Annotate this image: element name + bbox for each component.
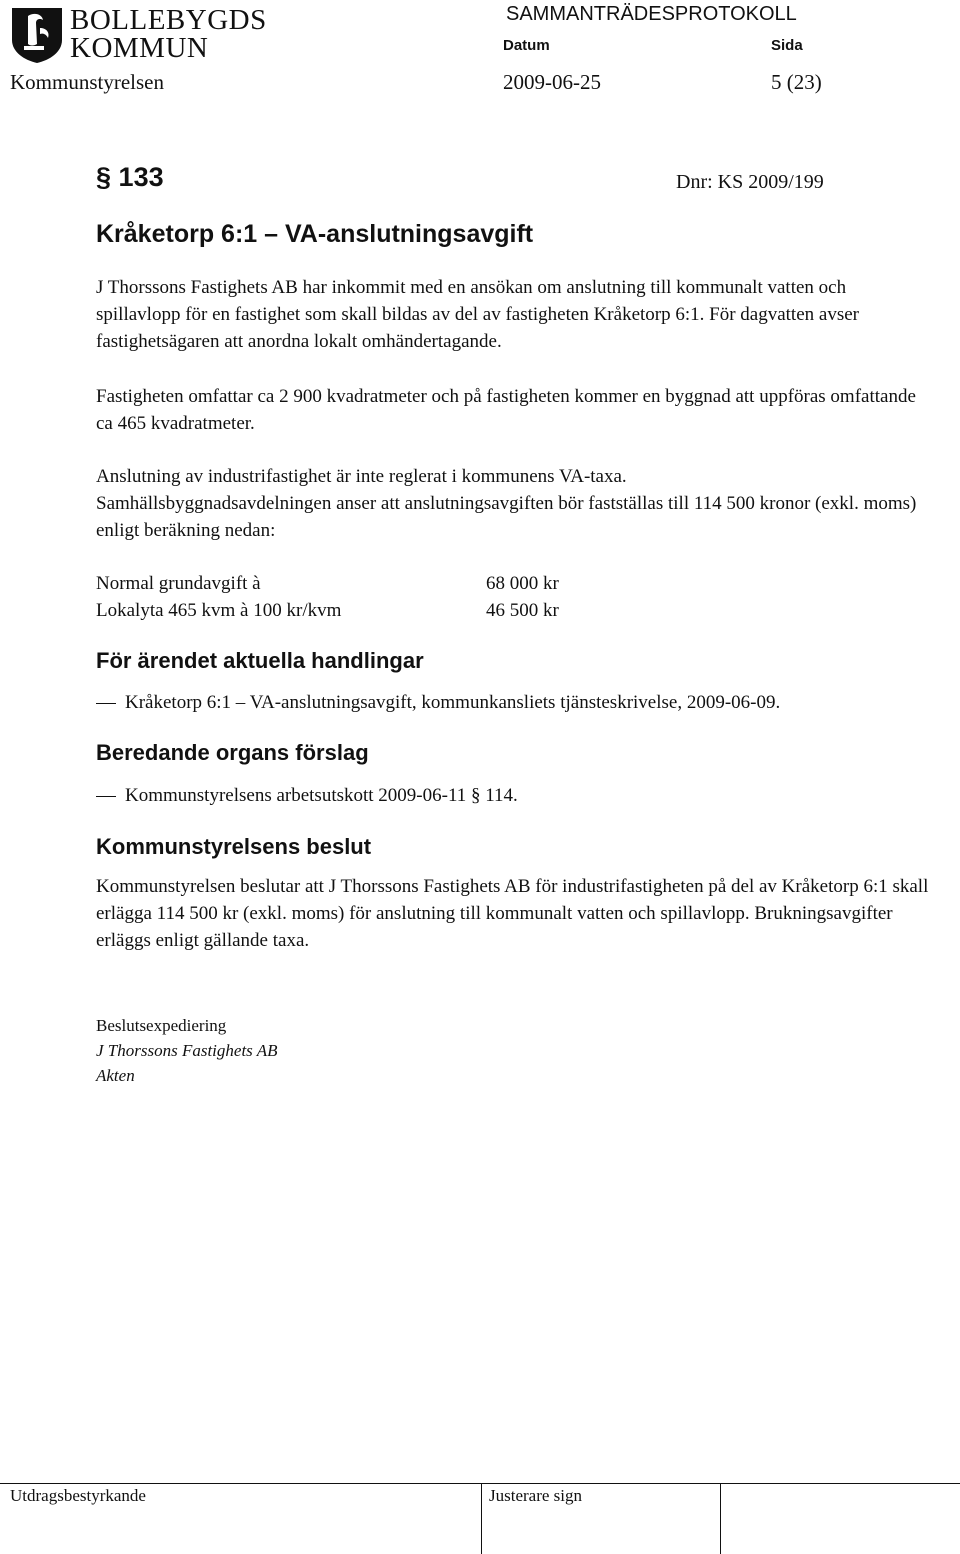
justerare-sign-label: Justerare sign [489, 1486, 583, 1505]
committee-name: Kommunstyrelsen [10, 70, 164, 94]
fee-amount: 68 000 kr [486, 573, 559, 594]
fee-amount: 46 500 kr [486, 600, 559, 621]
logo-text-line1: BOLLEBYGDS [70, 4, 267, 36]
item-title: Kråketorp 6:1 – VA-anslutningsavgift [96, 220, 534, 248]
fee-label: Lokalyta 465 kvm à 100 kr/kvm [96, 600, 342, 621]
footer-rule [0, 1483, 960, 1484]
forslag-item: Kommunstyrelsens arbetsutskott 2009-06-11 § 114. [96, 785, 518, 807]
case-number: Dnr: KS 2009/199 [676, 171, 824, 193]
utdragsbestyrkande-label: Utdragsbestyrkande [10, 1486, 146, 1505]
logo-text-line2: KOMMUN [70, 32, 209, 64]
expediering-recipient: J Thorssons Fastighets AB [96, 1041, 278, 1060]
coat-of-arms-icon [10, 6, 68, 64]
section-mark: § [96, 162, 112, 192]
expediering-label: Beslutsexpediering [96, 1016, 227, 1035]
fee-row [96, 570, 559, 597]
paragraph-property: Fastigheten omfattar ca 2 900 kvadratmeter och på fastigheten kommer en byggnad att uppföras omfattande ca 465 kvadratmeter. [96, 386, 916, 434]
item-number [96, 162, 164, 193]
meeting-date: 2009-06-25 [503, 70, 601, 94]
beslut-heading: Kommunstyrelsens beslut [96, 834, 372, 859]
document-type: SAMMANTRÄDESPROTOKOLL [506, 3, 797, 25]
expediering-recipient: Akten [96, 1066, 135, 1085]
beslut-text: Kommunstyrelsen beslutar att J Thorssons Fastighets AB för industrifastigheten på del av Kråketorp 6:1 skall erlägga 114 500 kr (exkl. moms) för anslutning till kommunalt vatten och spillavlopp. Brukningsavgifter erläggs enligt gällande taxa. [96, 876, 929, 951]
paragraph-application: J Thorssons Fastighets AB har inkommit med en ansökan om anslutning till kommunalt vatten och spillavlopp för en fastighet som skall bildas av del av fastigheten Kråketorp 6:1. För dagvatten avser fastighetsägaren att anordna lokalt omhändertagande. [96, 277, 859, 352]
expediering-block [96, 1013, 278, 1088]
dash-marker [96, 703, 116, 704]
handlingar-item: Kråketorp 6:1 – VA-anslutningsavgift, kommunkansliets tjänsteskrivelse, 2009-06-09. [96, 692, 780, 714]
page-number: 5 (23) [771, 70, 822, 94]
fee-table [96, 570, 559, 624]
footer-divider [481, 1483, 482, 1554]
datum-label: Datum [503, 37, 550, 54]
paragraph-tariff: Anslutning av industrifastighet är inte reglerat i kommunens VA-taxa. Samhällsbyggnadsavdelningen anser att anslutningsavgiften bör fastställas till 114 500 kronor (exkl. moms) enligt beräkning nedan: [96, 466, 917, 541]
item-number-value: 133 [118, 162, 164, 192]
forslag-heading: Beredande organs förslag [96, 740, 369, 765]
dash-marker [96, 796, 116, 797]
fee-label: Normal grundavgift à [96, 573, 261, 594]
sida-label: Sida [771, 37, 803, 54]
fee-row [96, 597, 559, 624]
footer-divider [720, 1483, 721, 1554]
handlingar-heading: För ärendet aktuella handlingar [96, 648, 424, 673]
